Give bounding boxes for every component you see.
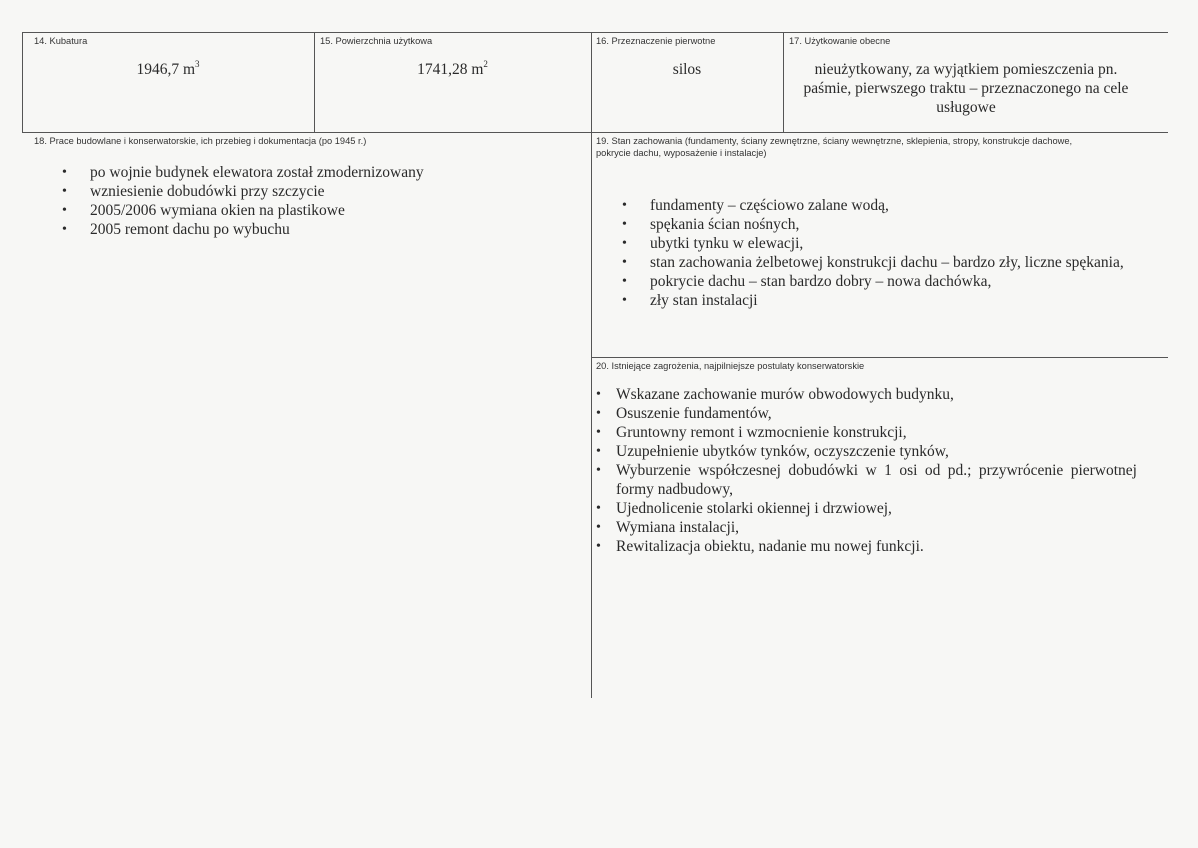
col-divider-main [591,32,592,698]
kubatura-unit-exponent: 3 [195,59,200,69]
col-divider-17 [783,32,784,132]
section-divider-20 [591,357,1168,358]
list-item: • spękania ścian nośnych, [622,215,1137,234]
list-item: • po wojnie budynek elewatora został zmodernizowany [62,163,562,182]
kubatura-value [22,60,314,79]
powierzchnia-value [314,60,591,79]
powierzchnia-unit-exponent: 2 [483,59,488,69]
powierzchnia-number: 1741,28 m [417,61,484,78]
list-item: • wzniesienie dobudówki przy szczycie [62,182,562,201]
list-item: • 2005 remont dachu po wybuchu [62,220,562,239]
top-border [22,32,1168,33]
list-item: • zły stan instalacji [622,291,1137,310]
col-divider-15 [314,32,315,132]
zagrozenia-list [596,385,1137,556]
list-item: • Wskazane zachowanie murów obwodowych budynku, [596,385,1137,404]
zagrozenia-label: 20. Istniejące zagrożenia, najpilniejsze postulaty konserwatorskie [596,361,865,371]
stan-label: 19. Stan zachowania (fundamenty, ściany zewnętrzne, ściany wewnętrzne, sklepienia, stropy, konstrukcje dachowe, pokrycie dachu, wyposażenie i instalacje) [596,136,1073,158]
list-item: • stan zachowania żelbetowej konstrukcji dachu – bardzo zły, liczne spękania, [622,253,1137,272]
prace-label: 18. Prace budowlane i konserwatorskie, ich przebieg i dokumentacja (po 1945 r.) [34,136,367,146]
list-item: • Wymiana instalacji, [596,518,1137,537]
powierzchnia-label: 15. Powierzchnia użytkowa [320,36,433,46]
kubatura-label: 14. Kubatura [34,36,88,46]
list-item: • ubytki tynku w elewacji, [622,234,1137,253]
left-border [22,32,23,132]
stan-list [622,196,1137,310]
list-item: • 2005/2006 wymiana okien na plastikowe [62,201,562,220]
list-item: • Uzupełnienie ubytków tynków, oczyszczenie tynków, [596,442,1137,461]
przeznaczenie-value: silos [672,61,702,78]
uzytkowanie-value: nieużytkowany, za wyjątkiem pomieszczenia pn. paśmie, pierwszego traktu – przeznaczonego na cele usługowe [803,61,1129,116]
kubatura-number: 1946,7 m [136,61,196,78]
row-divider [22,132,1168,133]
list-item: • fundamenty – częściowo zalane wodą, [622,196,1137,215]
list-item: • pokrycie dachu – stan bardzo dobry – nowa dachówka, [622,272,1137,291]
list-item: • Wyburzenie współczesnej dobudówki w 1 osi od pd.; przywrócenie pierwotnej formy nadbudowy, [596,461,1137,499]
list-item: • Rewitalizacja obiektu, nadanie mu nowej funkcji. [596,537,1137,556]
uzytkowanie-label: 17. Użytkowanie obecne [789,36,891,46]
list-item: • Gruntowny remont i wzmocnienie konstrukcji, [596,423,1137,442]
przeznaczenie-label: 16. Przeznaczenie pierwotne [596,36,716,46]
list-item: • Ujednolicenie stolarki okiennej i drzwiowej, [596,499,1137,518]
list-item: • Osuszenie fundamentów, [596,404,1137,423]
prace-list [62,163,562,239]
